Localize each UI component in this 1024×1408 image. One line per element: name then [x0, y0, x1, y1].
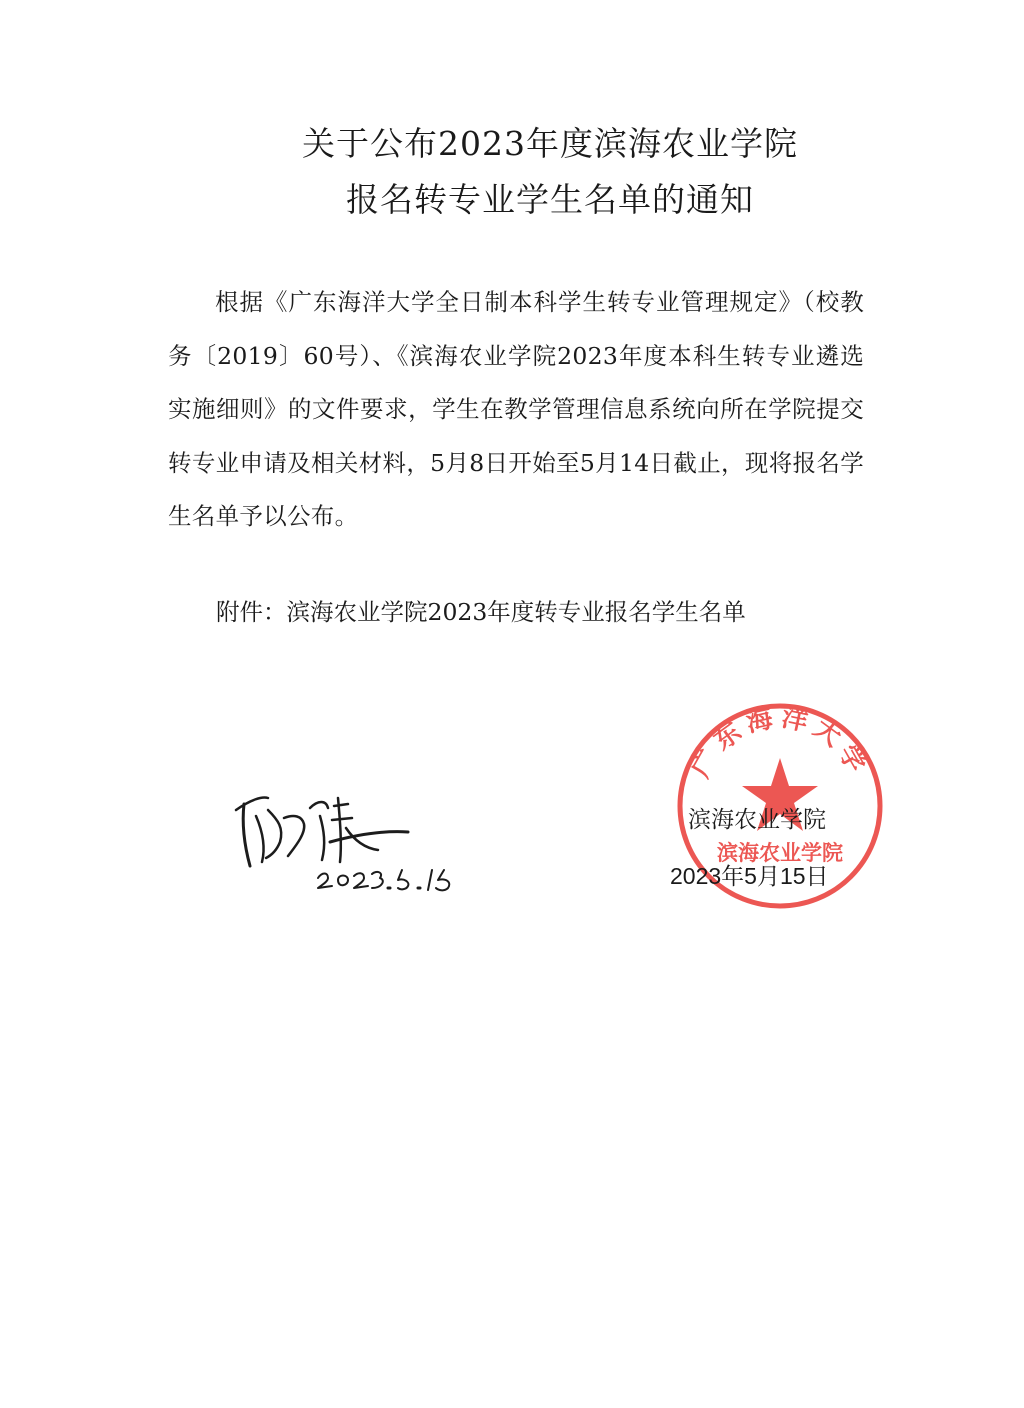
notice-title-line-1: 关于公布2023年度滨海农业学院: [302, 124, 798, 163]
issue-date: 2023年5月15日: [670, 863, 829, 889]
attachment-line: 附件：滨海农业学院2023年度转专业报名学生名单: [216, 598, 746, 626]
notice-title-line-2: 报名转专业学生名单的通知: [346, 180, 754, 219]
svg-text:滨海农业学院: 滨海农业学院: [717, 841, 843, 865]
handwritten-signature: [222, 770, 482, 900]
notice-body-paragraph: 根据《广东海洋大学全日制本科学生转专业管理规定》（校教务〔2019〕60号）、《滨海农业学院2023年度本科生转专业遴选实施细则》的文件要求，学生在教学管理信息系统向所在学院提交转专业申请及相关材料，5月8日开始至5月14日截止，现将报名学生名单予以公布。: [168, 288, 864, 530]
issuer-name: 滨海农业学院: [688, 807, 826, 833]
svg-text:广东海洋大学: 广东海洋大学: [685, 702, 875, 783]
